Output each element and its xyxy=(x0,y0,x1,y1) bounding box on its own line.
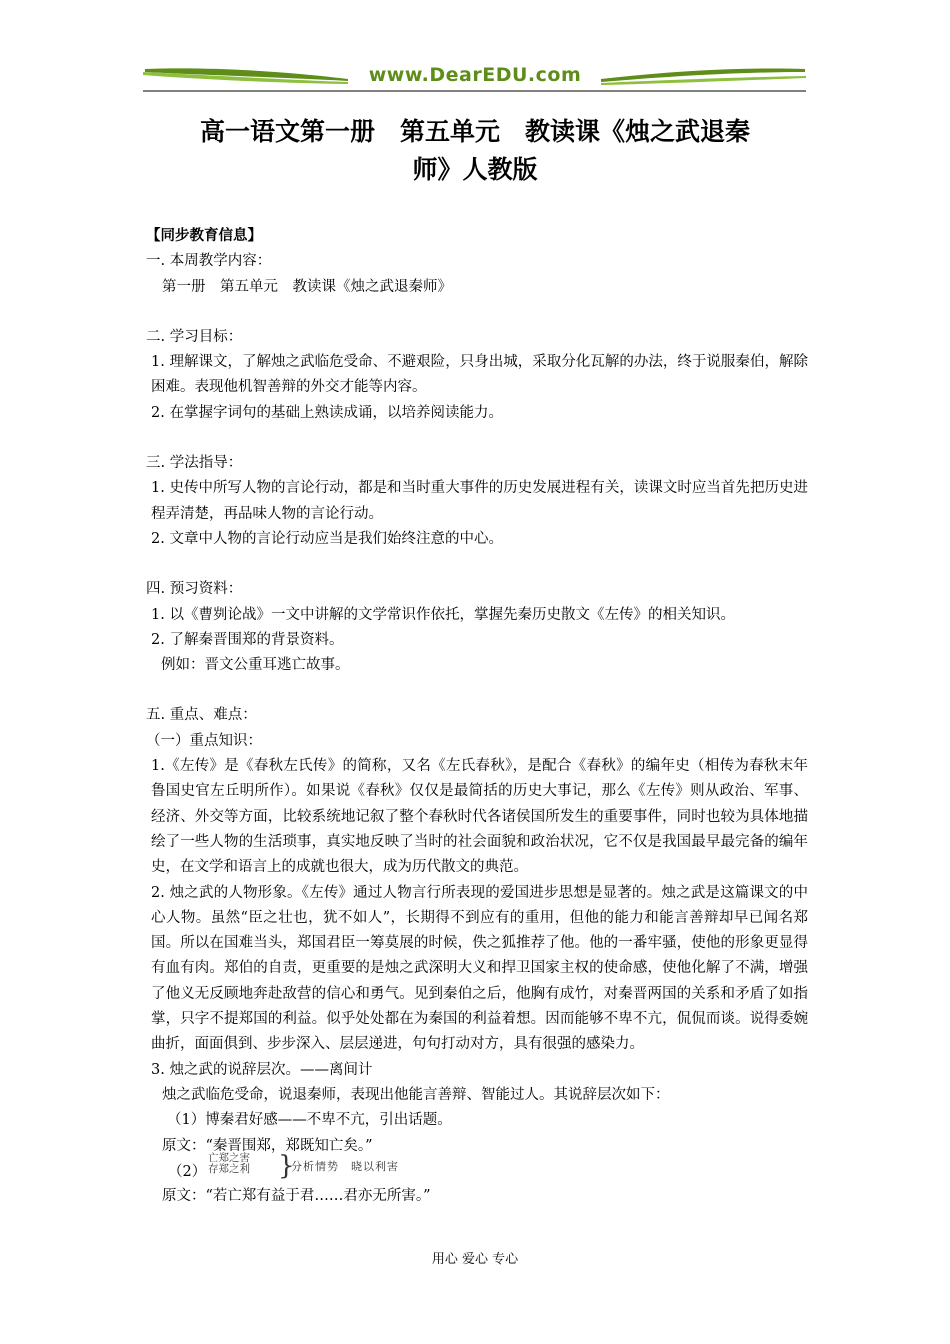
section-1-heading: 一. 本周教学内容： xyxy=(146,253,272,270)
speech-layer-2-point-b: 存郑之利 xyxy=(208,1162,250,1175)
speech-layer-2 xyxy=(146,1150,808,1184)
section-5-heading: 五. 重点、难点： xyxy=(146,707,257,724)
site-url-logo: www.DearEDU.com xyxy=(368,64,582,86)
section-2-heading: 二. 学习目标： xyxy=(146,328,243,345)
speech-layer-2-point-a: 亡郑之害 xyxy=(208,1151,250,1164)
speech-layer-1-quote: 原文：“秦晋围郑，郑既知亡矣。” xyxy=(162,1137,373,1154)
section-4-item-1: 1. 以《曹刿论战》一文中讲解的文学常识作依托，掌握先秦历史散文《左传》的相关知识。 xyxy=(151,606,735,623)
speech-layer-1: （1）博秦君好感——不卑不亢，引出话题。 xyxy=(167,1112,452,1129)
section-5-paragraph-3: 3. 烛之武的说辞层次。——离间计 xyxy=(151,1061,373,1078)
section-5-paragraph-2: 2. 烛之武的人物形象。《左传》通过人物言行所表现的爱国进步思想是显著的。烛之武是这篇课文的中心人物。虽然“臣之壮也，犹不如人”，长期得不到应有的重用，但他的能力和能言善辩却早已闻名郑国。所以在国难当头，郑国君臣一筹莫展的时候，佚之狐推荐了他。他的一番牢骚，使他的形象更显得有血有肉。郑伯的自责，更重要的是烛之武深明大义和捍卫国家主权的使命感，使他化解了不满，增强了他义无反顾地奔赴敌营的信心和勇气。见到秦伯之后，他胸有成竹，对秦晋两国的关系和矛盾了如指掌，只字不提郑国的利益。似乎处处都在为秦国的利益着想。因而能够不卑不亢，侃侃而谈。说得委婉曲折，面面俱到、步步深入、层层递进，句句打动对方，具有很强的感染力。 xyxy=(151,884,808,1053)
section-5-subheading: （一）重点知识： xyxy=(146,732,262,749)
speech-layer-2-quote: 原文：“若亡郑有益于君……君亦无所害。” xyxy=(162,1187,431,1204)
speech-layer-2-number: （2） xyxy=(168,1163,207,1180)
title-line-2: 师》人教版 xyxy=(412,155,538,184)
section-4-item-2: 2. 了解秦晋围郑的背景资料。 xyxy=(151,631,344,648)
section-4-example: 例如：晋文公重耳逃亡故事。 xyxy=(161,657,350,674)
section-1-item: 第一册 第五单元 教读课《烛之武退秦师》 xyxy=(162,278,452,295)
brace-symbol: } xyxy=(278,1150,295,1181)
speech-layers-intro: 烛之武临危受命，说退秦师，表现出他能言善辩、智能过人。其说辞层次如下： xyxy=(162,1086,670,1103)
section-3-heading: 三. 学法指导： xyxy=(146,455,243,472)
speech-layer-2-points xyxy=(208,1153,250,1175)
speech-layer-2-note: 分析情势 晓以利害 xyxy=(291,1159,399,1173)
section-2-item-2: 2. 在掌握字词句的基础上熟读成诵，以培养阅读能力。 xyxy=(151,404,503,421)
section-5-paragraph-1: 1.《左传》是《春秋左氏传》的简称，又名《左氏春秋》，是配合《春秋》的编年史（相传为春秋末年鲁国史官左丘明所作）。如果说《春秋》仅仅是最简括的历史大事记，那么《左传》则从政治、军事、经济、外交等方面，比较系统地记叙了整个春秋时代各诸侯国所发生的重要事件，同时也较为具体地描绘了一些人物的生活琐事，真实地反映了当时的社会面貌和政治状况，它不仅是我国最早最完备的编年史，在文学和语言上的成就也很大，成为历代散文的典范。 xyxy=(151,758,808,876)
title-line-1: 高一语文第一册 第五单元 教读课《烛之武退秦 xyxy=(199,117,750,146)
section-4-heading: 四. 预习资料： xyxy=(146,581,243,598)
sync-info-heading: 【同步教育信息】 xyxy=(146,228,262,244)
page-title xyxy=(140,113,810,189)
document-body xyxy=(146,224,808,1209)
section-3-item-2: 2. 文章中人物的言论行动应当是我们始终注意的中心。 xyxy=(151,530,503,547)
section-3-item-1: 1. 史传中所写人物的言论行动，都是和当时重大事件的历史发展进程有关，读课文时应当首先把历史进程弄清楚，再品味人物的言论行动。 xyxy=(151,480,808,522)
page-footer: 用心 爱心 专心 xyxy=(431,1252,519,1267)
section-2-item-1: 1. 理解课文，了解烛之武临危受命、不避艰险，只身出城，采取分化瓦解的办法，终于说服秦伯，解除困难。表现他机智善辩的外交才能等内容。 xyxy=(151,354,808,396)
